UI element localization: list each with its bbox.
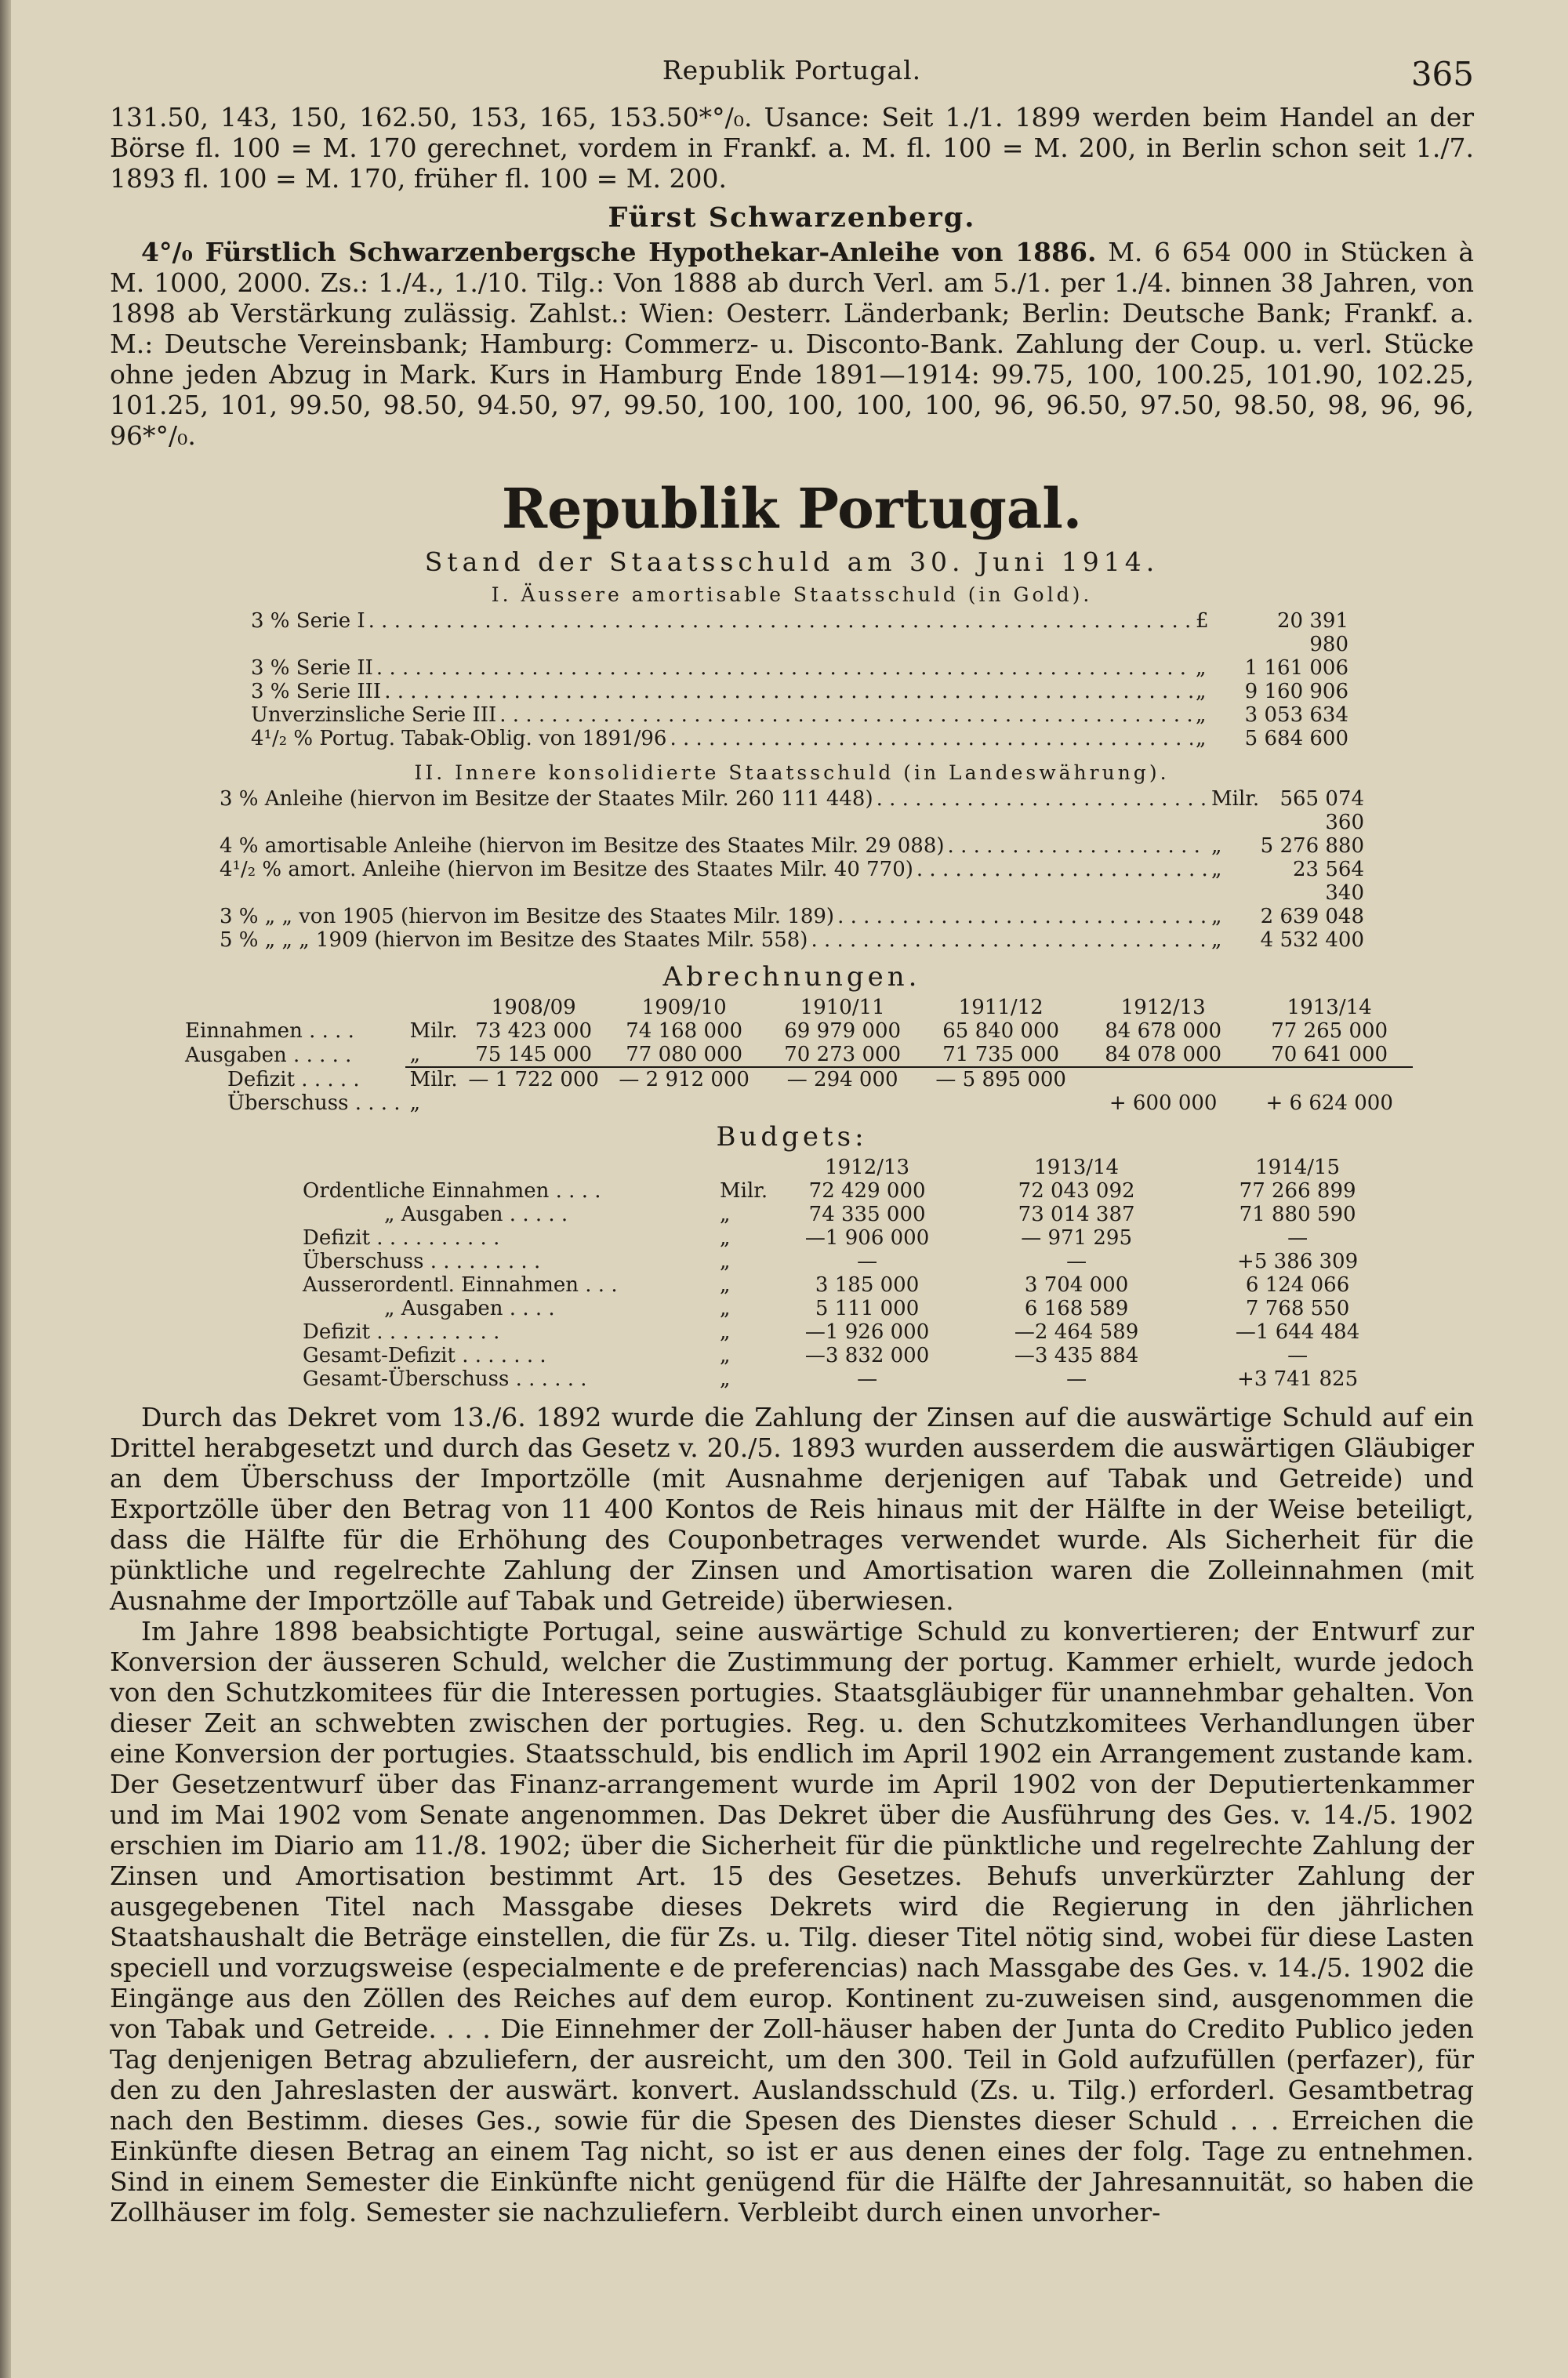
external-debt-row bbox=[251, 609, 1348, 656]
cell-value: — bbox=[857, 1367, 878, 1391]
internal-debt-row bbox=[220, 928, 1364, 952]
cell-value: — bbox=[1066, 1250, 1087, 1273]
row-unit: „ bbox=[720, 1297, 731, 1320]
cell-value bbox=[764, 1091, 922, 1115]
row-unit: Milr. bbox=[409, 1019, 458, 1043]
debt-label: 3 % Serie I bbox=[251, 609, 365, 633]
row-label: Einnahmen . . . . bbox=[185, 1019, 354, 1043]
external-debt-row bbox=[251, 656, 1348, 680]
running-title: Republik Portugal. bbox=[662, 55, 922, 85]
debt-currency: „ bbox=[1211, 858, 1222, 881]
cell-value: — bbox=[1287, 1226, 1308, 1250]
body-text bbox=[110, 1402, 1474, 2227]
debt-subtitle: Stand der Staatsschuld am 30. Juni 1914. bbox=[424, 546, 1160, 577]
cell-value: 73 014 387 bbox=[1018, 1203, 1135, 1226]
internal-debt-row bbox=[220, 787, 1364, 834]
cell-value: — bbox=[1287, 1344, 1308, 1367]
accounts-table bbox=[180, 996, 1413, 1115]
debt-label: 5 % „ „ „ 1909 (hiervon im Besitze des Staates Milr. 558) bbox=[220, 928, 808, 952]
company-paragraph bbox=[110, 237, 1474, 451]
table-row bbox=[298, 1297, 1404, 1320]
cell-value: 3 704 000 bbox=[1024, 1273, 1129, 1297]
row-unit: Milr. bbox=[720, 1179, 768, 1203]
cell-value: + 600 000 bbox=[1109, 1091, 1218, 1115]
year-header: 1914/15 bbox=[1255, 1156, 1341, 1179]
cell-value: 73 423 000 bbox=[475, 1019, 593, 1043]
debt-amount: 1 161 006 bbox=[1244, 656, 1348, 680]
table-row bbox=[298, 1226, 1404, 1250]
cell-value: 72 043 092 bbox=[1018, 1179, 1135, 1203]
external-debt-row bbox=[251, 703, 1348, 727]
cell-value: +3 741 825 bbox=[1237, 1367, 1359, 1391]
table-row bbox=[298, 1179, 1404, 1203]
debt-label: 4¹/₂ % amort. Anleihe (hiervon im Besitze des Staates Milr. 40 770) bbox=[220, 858, 913, 881]
internal-debt-row bbox=[220, 858, 1364, 905]
cell-value: —3 435 884 bbox=[1014, 1344, 1139, 1367]
year-header: 1908/09 bbox=[491, 996, 576, 1019]
table-row bbox=[180, 1067, 1413, 1091]
debt-label: 4¹/₂ % Portug. Tabak-Oblig. von 1891/96 bbox=[251, 727, 667, 750]
debt-label: 3 % „ „ von 1905 (hiervon im Besitze des Staates Milr. 189) bbox=[220, 905, 835, 928]
row-unit: „ bbox=[720, 1320, 731, 1344]
year-header: 1912/13 bbox=[825, 1156, 910, 1179]
cell-value: + 6 624 000 bbox=[1265, 1091, 1393, 1115]
debt-amount: 9 160 906 bbox=[1244, 680, 1348, 703]
row-label: „ Ausgaben . . . . bbox=[384, 1297, 555, 1320]
internal-debt-title: II. Innere konsolidierte Staatsschuld (in Landeswährung). bbox=[414, 761, 1170, 784]
row-label: Ausgaben . . . . . bbox=[185, 1043, 352, 1067]
row-label: Ausserordentl. Einnahmen . . . bbox=[303, 1273, 618, 1297]
cell-value: 5 111 000 bbox=[815, 1297, 920, 1320]
cell-value bbox=[605, 1091, 764, 1115]
accounts-title: Abrechnungen. bbox=[662, 961, 921, 993]
debt-currency: „ bbox=[1196, 656, 1207, 680]
row-label: Überschuss . . . . . . . . . bbox=[303, 1250, 541, 1273]
debt-amount: 20 391 980 bbox=[1277, 609, 1348, 656]
debt-currency: £ bbox=[1196, 609, 1209, 633]
row-unit: „ bbox=[720, 1273, 731, 1297]
cell-value: 84 078 000 bbox=[1080, 1043, 1247, 1067]
cell-value: —3 832 000 bbox=[804, 1344, 930, 1367]
year-header: 1912/13 bbox=[1120, 996, 1206, 1019]
external-debt-title: I. Äussere amortisable Staatsschuld (in Gold). bbox=[491, 583, 1093, 606]
cell-value: +5 386 309 bbox=[1237, 1250, 1359, 1273]
cell-value: 77 266 899 bbox=[1239, 1179, 1356, 1203]
debt-currency: „ bbox=[1211, 905, 1222, 928]
year-header: 1913/14 bbox=[1034, 1156, 1120, 1179]
company-heading: Fürst Schwarzenberg. bbox=[608, 201, 976, 234]
cell-value: 6 124 066 bbox=[1245, 1273, 1350, 1297]
cell-value: — bbox=[1066, 1367, 1087, 1391]
debt-amount: 3 053 634 bbox=[1244, 703, 1348, 727]
table-row bbox=[298, 1320, 1404, 1344]
row-label: „ Ausgaben . . . . . bbox=[384, 1203, 568, 1226]
cell-value: 72 429 000 bbox=[808, 1179, 926, 1203]
year-header: 1909/10 bbox=[641, 996, 727, 1019]
row-unit: „ bbox=[720, 1250, 731, 1273]
row-unit: Milr. bbox=[409, 1068, 458, 1091]
cell-value: —1 644 484 bbox=[1235, 1320, 1360, 1344]
debt-currency: „ bbox=[1196, 703, 1207, 727]
cell-value: 71 735 000 bbox=[922, 1043, 1080, 1067]
row-unit: „ bbox=[409, 1091, 421, 1115]
table-row bbox=[298, 1250, 1404, 1273]
page-header bbox=[110, 47, 1474, 102]
row-unit: „ bbox=[720, 1344, 731, 1367]
cell-value bbox=[463, 1091, 605, 1115]
debt-amount: 23 564 340 bbox=[1293, 858, 1364, 905]
cell-value bbox=[922, 1091, 1080, 1115]
cell-value: 3 185 000 bbox=[815, 1273, 920, 1297]
cell-value: — bbox=[857, 1250, 878, 1273]
debt-currency: „ bbox=[1211, 928, 1222, 952]
table-row bbox=[298, 1273, 1404, 1297]
row-label: Defizit . . . . . bbox=[227, 1067, 360, 1091]
loan-text: M. 6 654 000 in Stücken à M. 1000, 2000. Zs.: 1./4., 1./10. Tilg.: Von 1888 ab durch Verl. am 5./1. per 1./4. binnen 38 Jahren, von 1898 ab Verstärkung zulässig. Zahlst.: Wien: Oesterr. Länderbank; Berlin: Deutsche Bank; Frankf. a. M.: Deutsche Vereinsbank; Hamburg: Commerz- u. Disconto-Bank. Zahlung der Coup. u. verl. Stücke ohne jeden Abzug in Mark. Kurs in Hamburg Ende 1891—1914: 99.75, 100, 100.25, 101.90, 102.25, 101.25, 101, 99.50, 98.50, 94.50, 97, 99.50, 100, 100, 100, 100, 96, 96.50, 97.50, 98.50, 98, 96, 96, 96*°/₀. bbox=[110, 237, 1474, 451]
debt-amount: 5 276 880 bbox=[1260, 834, 1364, 858]
row-unit: „ bbox=[405, 1043, 463, 1067]
table-row bbox=[298, 1203, 1404, 1226]
cell-value bbox=[1080, 1067, 1247, 1091]
cell-value: 77 080 000 bbox=[605, 1043, 764, 1067]
debt-label: Unverzinsliche Serie III bbox=[251, 703, 497, 727]
table-row bbox=[180, 1019, 1413, 1043]
external-debt-list bbox=[251, 609, 1348, 750]
cell-value: 70 641 000 bbox=[1247, 1043, 1413, 1067]
debt-currency: „ bbox=[1196, 680, 1207, 703]
cell-value: 65 840 000 bbox=[942, 1019, 1060, 1043]
cell-value: 75 145 000 bbox=[463, 1043, 605, 1067]
cell-value: 74 168 000 bbox=[626, 1019, 743, 1043]
table-row bbox=[298, 1367, 1404, 1391]
external-debt-row bbox=[251, 727, 1348, 750]
cell-value: — 2 912 000 bbox=[619, 1068, 750, 1091]
debt-label: 3 % Serie II bbox=[251, 656, 373, 680]
external-debt-row bbox=[251, 680, 1348, 703]
year-header: 1911/12 bbox=[958, 996, 1044, 1019]
budgets-header-row bbox=[298, 1156, 1404, 1179]
debt-currency: Milr. bbox=[1211, 787, 1260, 811]
cell-value: 6 168 589 bbox=[1024, 1297, 1129, 1320]
cell-value: 77 265 000 bbox=[1271, 1019, 1388, 1043]
row-label: Defizit . . . . . . . . . . bbox=[303, 1320, 500, 1344]
debt-label: 3 % Serie III bbox=[251, 680, 382, 703]
debt-label: 4 % amortisable Anleihe (hiervon im Besitze des Staates Milr. 29 088) bbox=[220, 834, 945, 858]
row-label: Überschuss . . . . bbox=[227, 1091, 401, 1115]
cell-value: 70 273 000 bbox=[764, 1043, 922, 1067]
debt-amount: 5 684 600 bbox=[1244, 727, 1348, 750]
body-paragraph: Im Jahre 1898 beabsichtigte Portugal, seine auswärtige Schuld zu konvertieren; der Entwurf zur Konversion der äusseren Schuld, welcher die Zustimmung der portug. Kammer erhielt, wurde jedoch von den Schutzkomitees für die Interessen portugies. Staatsgläubiger für unannehmbar gehalten. Von dieser Zeit an schwebten zwischen der portugies. Reg. u. den Schutzkomitees Verhandlungen über eine Konversion der portugies. Staatsschuld, bis endlich im April 1902 ein Arrangement zustande kam. Der Gesetzentwurf über das Finanz-arrangement wurde im April 1902 von der Deputiertenkammer und im Mai 1902 vom Senate angenommen. Das Dekret über die Ausführung des Ges. v. 14./5. 1902 erschien im Diario am 11./8. 1902; über die Sicherheit für die pünktliche und regelrechte Zahlung der Zinsen und Amortisation bestimmt Art. 15 des Gesetzes. Behufs unverkürzter Zahlung der ausgegebenen Titel nach Massgabe dieses Dekrets wird die Regierung in den jährlichen Staatshaushalt die Beträge einstellen, die für Zs. u. Tilg. dieser Titel nötig sind, wobei für diese Lasten speciell und vorzugsweise (especialmente e de preferencias) nach Massgabe des Ges. v. 14./5. 1902 die Eingänge aus den Zöllen des Reiches auf dem europ. Kontinent zu-zuweisen sind, ausgenommen die von Tabak und Getreide. . . . Die Einnehmer der Zoll-häuser haben der Junta do Credito Publico jeden Tag denjenigen Betrag abzuliefern, der ausreicht, um den 300. Teil in Gold aufzufüllen (perfazer), für den zu den Jahreslasten der auswärt. konvert. Auslandsschuld (Zs. u. Tilg.) erforderl. Gesamtbetrag nach den Bestimm. dieses Ges., sowie für die Spesen des Dienstes dieser Schuld . . . Erreichen die Einkünfte diesen Betrag an einem Tag nicht, so ist er aus denen eines der folg. Tage zu entnehmen. Sind in einem Semester die Einkünfte nicht genügend für die Hälfte der Jahresannuität, so haben die Zollhäuser im folg. Semester sie nachzuliefern. Verbleibt durch einen unvorher- bbox=[110, 1616, 1474, 2227]
cell-value: — 294 000 bbox=[786, 1068, 898, 1091]
page-number: 365 bbox=[1410, 55, 1474, 93]
cell-value: —2 464 589 bbox=[1014, 1320, 1139, 1344]
debt-currency: „ bbox=[1211, 834, 1222, 858]
cell-value: 74 335 000 bbox=[808, 1203, 926, 1226]
accounts-header-row bbox=[180, 996, 1413, 1019]
cell-value: 7 768 550 bbox=[1245, 1297, 1350, 1320]
cell-value: — 5 895 000 bbox=[935, 1068, 1066, 1091]
internal-debt-row bbox=[220, 905, 1364, 928]
main-heading: Republik Portugal. bbox=[501, 476, 1083, 541]
row-label: Gesamt-Überschuss . . . . . . bbox=[303, 1367, 587, 1391]
internal-debt-row bbox=[220, 834, 1364, 858]
budgets-title: Budgets: bbox=[716, 1121, 868, 1153]
table-row bbox=[180, 1091, 1413, 1115]
debt-amount: 4 532 400 bbox=[1260, 928, 1364, 952]
row-unit: „ bbox=[720, 1203, 731, 1226]
body-paragraph: Durch das Dekret vom 13./6. 1892 wurde die Zahlung der Zinsen auf die auswärtige Schuld auf ein Drittel herabgesetzt und durch das Gesetz v. 20./5. 1893 wurden ausserdem die auswärtigen Gläubiger an dem Überschuss der Importzölle (mit Ausnahme derjenigen auf Tabak und Getreide) und Exportzölle über den Betrag von 11 400 Kontos de Reis hinaus mit der Hälfte in der Weise beteiligt, dass die Hälfte für die Erhöhung des Couponbetrages verwendet wurde. Als Sicherheit für die pünktliche und regelrechte Zahlung der Zinsen und Amortisation waren die Zolleinnahmen (mit Ausnahme der Importzölle auf Tabak und Getreide) überwiesen. bbox=[110, 1402, 1474, 1616]
debt-label: 3 % Anleihe (hiervon im Besitze der Staates Milr. 260 111 448) bbox=[220, 787, 873, 811]
book-spine-shadow bbox=[0, 0, 11, 2378]
budgets-table bbox=[298, 1156, 1404, 1391]
table-row bbox=[180, 1043, 1413, 1067]
cell-value: —1 926 000 bbox=[804, 1320, 930, 1344]
cell-value: 84 678 000 bbox=[1105, 1019, 1222, 1043]
intro-paragraph: 131.50, 143, 150, 162.50, 153, 165, 153.50*°/₀. Usance: Seit 1./1. 1899 werden beim Handel an der Börse fl. 100 = M. 170 gerechnet, vordem in Frankf. a. M. fl. 100 = M. 200, in Berlin schon seit 1./7. 1893 fl. 100 = M. 170, früher fl. 100 = M. 200. bbox=[110, 102, 1474, 194]
loan-title: 4°/₀ Fürstlich Schwarzenbergsche Hypothekar-Anleihe von 1886. bbox=[141, 237, 1097, 267]
row-unit: „ bbox=[720, 1367, 731, 1391]
row-label: Defizit . . . . . . . . . . bbox=[303, 1226, 500, 1250]
debt-amount: 2 639 048 bbox=[1260, 905, 1364, 928]
internal-debt-list bbox=[220, 787, 1364, 952]
year-header: 1913/14 bbox=[1287, 996, 1372, 1019]
debt-amount: 565 074 360 bbox=[1279, 787, 1364, 834]
cell-value: 69 979 000 bbox=[784, 1019, 902, 1043]
row-unit: „ bbox=[720, 1226, 731, 1250]
cell-value: 71 880 590 bbox=[1239, 1203, 1356, 1226]
table-row bbox=[298, 1344, 1404, 1367]
cell-value: — 1 722 000 bbox=[468, 1068, 599, 1091]
cell-value: — 971 295 bbox=[1021, 1226, 1132, 1250]
cell-value bbox=[1247, 1067, 1413, 1091]
year-header: 1910/11 bbox=[800, 996, 885, 1019]
cell-value: —1 906 000 bbox=[804, 1226, 930, 1250]
row-label: Gesamt-Defizit . . . . . . . bbox=[303, 1344, 546, 1367]
page bbox=[110, 47, 1474, 2227]
row-label: Ordentliche Einnahmen . . . . bbox=[303, 1179, 601, 1203]
debt-currency: „ bbox=[1196, 727, 1207, 750]
